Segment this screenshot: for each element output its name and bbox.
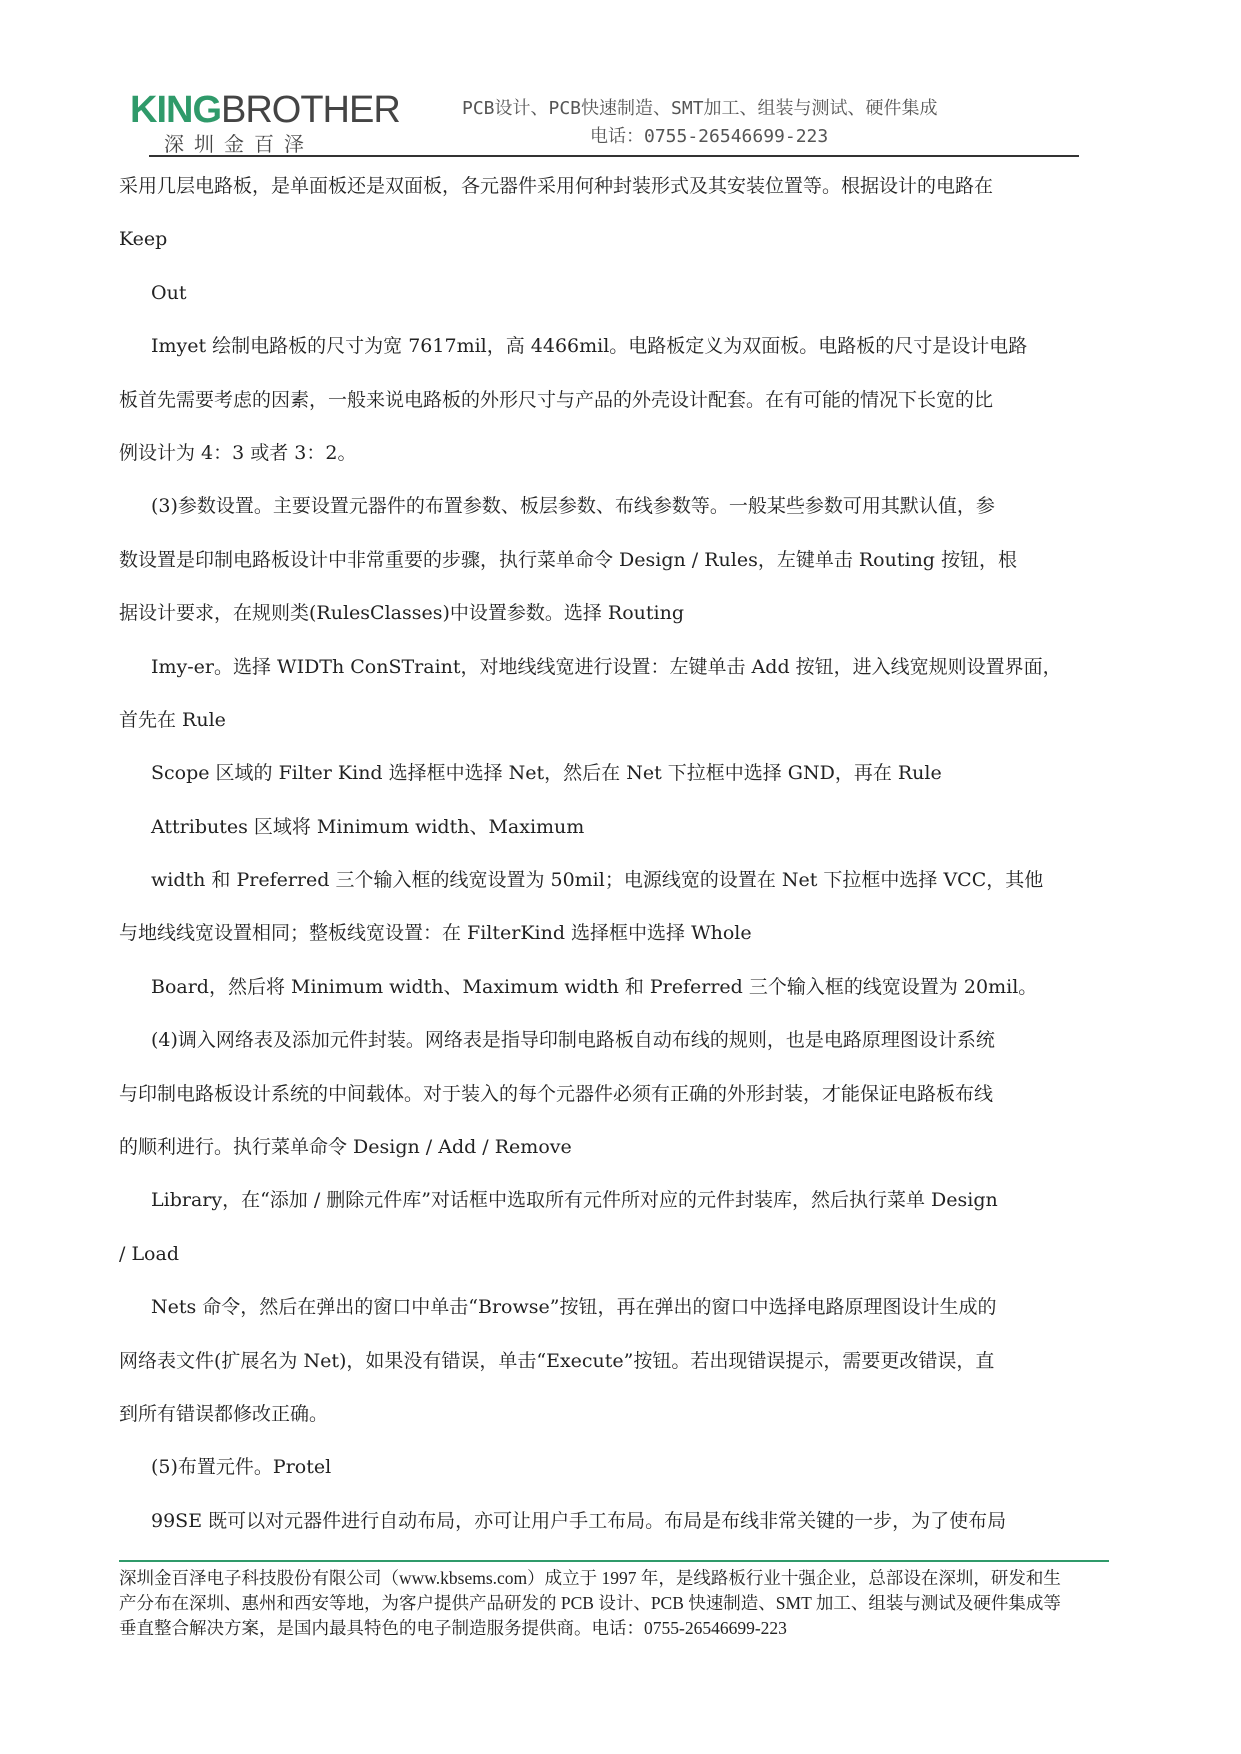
body-text-line: Board，然后将 Minimum width、Maximum width 和 Preferred 三个输入框的线宽设置为 20mil。 bbox=[151, 975, 1038, 998]
logo-wordmark-brother: BROTHER bbox=[221, 89, 400, 131]
body-text-line: Keep bbox=[119, 228, 168, 251]
body-text-line: 数设置是印制电路板设计中非常重要的步骤，执行菜单命令 Design / Rules，左键单击 Routing 按钮，根 bbox=[119, 548, 1018, 571]
body-text-line: 到所有错误都修改正确。 bbox=[119, 1402, 329, 1425]
body-text-line: 与印制电路板设计系统的中间载体。对于装入的每个元器件必须有正确的外形封装，才能保证电路板布线 bbox=[119, 1082, 994, 1105]
page-footer bbox=[119, 1566, 1119, 1641]
body-text-line: 网络表文件(扩展名为 Net)，如果没有错误，单击“Execute”按钮。若出现错误提示，需要更改错误，直 bbox=[119, 1349, 995, 1372]
footer-divider bbox=[119, 1560, 1109, 1562]
footer-line: 产分布在深圳、惠州和西安等地，为客户提供产品研发的 PCB 设计、PCB 快速制造、SMT 加工、组装与测试及硬件集成等 bbox=[119, 1593, 1061, 1613]
body-text-line: (4)调入网络表及添加元件封装。网络表是指导印制电路板自动布线的规则，也是电路原理图设计系统 bbox=[151, 1029, 995, 1052]
document-body bbox=[119, 160, 1129, 1548]
body-text-line: Library，在“添加 / 删除元件库”对话框中选取所有元件所对应的元件封装库，然后执行菜单 Design bbox=[151, 1189, 998, 1212]
body-text-line: 首先在 Rule bbox=[119, 708, 226, 731]
page-header bbox=[120, 88, 1080, 158]
header-phone: 电话：0755-26546699-223 bbox=[590, 126, 829, 147]
body-text-line: Imy-er。选择 WIDTh ConSTraint，对地线线宽进行设置：左键单击 Add 按钮，进入线宽规则设置界面， bbox=[151, 655, 1062, 678]
body-text-line: 板首先需要考虑的因素，一般来说电路板的外形尺寸与产品的外壳设计配套。在有可能的情况下长宽的比 bbox=[119, 388, 994, 411]
logo-wordmark bbox=[130, 88, 400, 132]
body-text-line: Scope 区域的 Filter Kind 选择框中选择 Net，然后在 Net 下拉框中选择 GND，再在 Rule bbox=[151, 762, 942, 785]
body-text-line: / Load bbox=[119, 1242, 179, 1265]
logo-chinese-name: 深圳金百泽 bbox=[164, 132, 314, 156]
body-text-line: 采用几层电路板，是单面板还是双面板，各元器件采用何种封装形式及其安装位置等。根据设计的电路在 bbox=[119, 175, 994, 197]
body-text-line: Out bbox=[151, 281, 187, 304]
company-logo bbox=[130, 88, 410, 156]
body-text-line: 99SE 既可以对元器件进行自动布局，亦可让用户手工布局。布局是布线非常关键的一步，为了使布局 bbox=[151, 1509, 1007, 1532]
body-text-line: Imyet 绘制电路板的尺寸为宽 7617mil，高 4466mil。电路板定义为双面板。电路板的尺寸是设计电路 bbox=[151, 335, 1028, 358]
body-text-line: (3)参数设置。主要设置元器件的布置参数、板层参数、布线参数等。一般某些参数可用其默认值，参 bbox=[151, 495, 995, 518]
footer-line: 深圳金百泽电子科技股份有限公司（www.kbsems.com）成立于 1997 年，是线路板行业十强企业，总部设在深圳，研发和生 bbox=[119, 1568, 1061, 1588]
header-divider bbox=[149, 155, 1079, 157]
body-text-line: 的顺利进行。执行菜单命令 Design / Add / Remove bbox=[119, 1136, 572, 1159]
logo-wordmark-king: KING bbox=[130, 89, 221, 131]
body-text-line: Nets 命令，然后在弹出的窗口中单击“Browse”按钮，再在弹出的窗口中选择电路原理图设计生成的 bbox=[151, 1296, 997, 1319]
body-text-line: 例设计为 4：3 或者 3：2。 bbox=[119, 441, 357, 464]
header-services: PCB设计、PCB快速制造、SMT加工、组装与测试、硬件集成 bbox=[462, 98, 938, 119]
body-text-line: 与地线线宽设置相同；整板线宽设置：在 FilterKind 选择框中选择 Whole bbox=[119, 922, 752, 945]
body-text-line: width 和 Preferred 三个输入框的线宽设置为 50mil；电源线宽的设置在 Net 下拉框中选择 VCC，其他 bbox=[151, 869, 1044, 892]
footer-line: 垂直整合解决方案，是国内最具特色的电子制造服务提供商。电话：0755-26546699-223 bbox=[119, 1618, 787, 1638]
body-text-line: 据设计要求，在规则类(RulesClasses)中设置参数。选择 Routing bbox=[119, 602, 685, 625]
body-text-line: Attributes 区域将 Minimum width、Maximum bbox=[151, 815, 585, 838]
body-text-line: (5)布置元件。Protel bbox=[151, 1456, 332, 1479]
